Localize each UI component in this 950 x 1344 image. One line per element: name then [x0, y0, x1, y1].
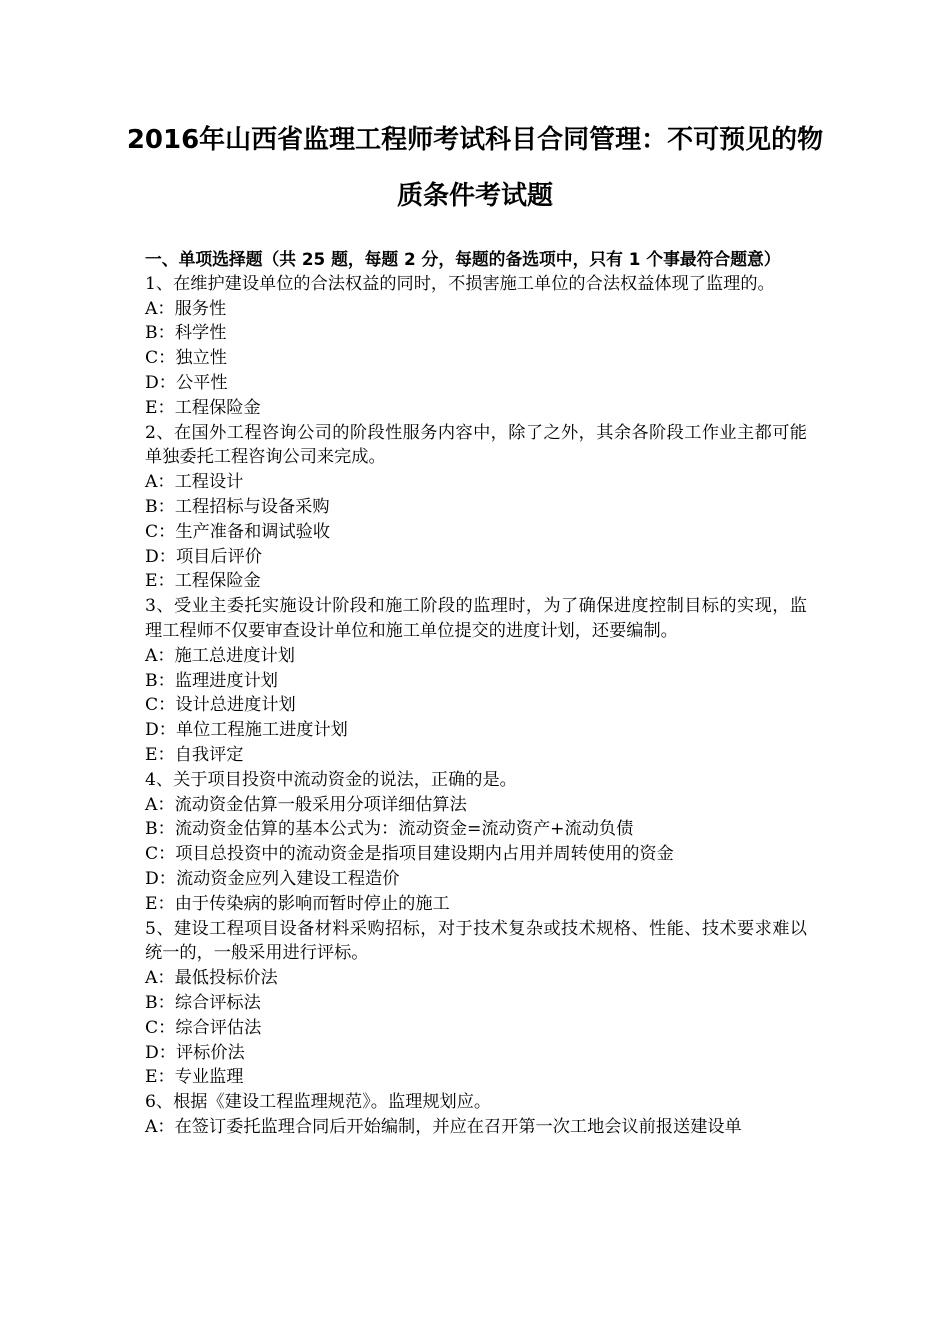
question-1: [145, 272, 807, 421]
option-e: E：由于传染病的影响而暂时停止的施工: [145, 893, 450, 914]
question-4: [145, 768, 807, 917]
option-d: D：公平性: [145, 372, 228, 393]
option-a: A：最低投标价法: [145, 968, 278, 989]
option-c: C：设计总进度计划: [145, 695, 296, 716]
question-3: [145, 594, 807, 768]
option-b: B：监理进度计划: [145, 670, 278, 691]
option-b: B：工程招标与设备采购: [145, 496, 330, 517]
option-d: D：流动资金应列入建设工程造价: [145, 868, 400, 889]
option-b: B：综合评标法: [145, 992, 261, 1013]
question-6: [145, 1090, 807, 1140]
option-a: A：流动资金估算一般采用分项详细估算法: [145, 794, 467, 815]
option-b: B：科学性: [145, 323, 227, 344]
option-e: E：自我评定: [145, 744, 244, 765]
question-stem: 5、建设工程项目设备材料采购招标，对于技术复杂或技术规格、性能、技术要求难以统一的，一般采用进行评标。: [145, 918, 807, 964]
option-e: E：工程保险金: [145, 571, 261, 592]
option-c: C：独立性: [145, 348, 227, 369]
option-a: A：施工总进度计划: [145, 645, 295, 666]
option-c: C：综合评估法: [145, 1017, 262, 1038]
document-title: 2016年山西省监理工程师考试科目合同管理：不可预见的物质条件考试题: [126, 125, 824, 211]
option-a: A：服务性: [145, 298, 227, 319]
question-stem: 1、在维护建设单位的合法权益的同时，不损害施工单位的合法权益体现了监理的。: [145, 273, 775, 294]
option-d: D：单位工程施工进度计划: [145, 720, 348, 741]
option-a: A：工程设计: [145, 472, 244, 493]
section-heading: 一、单项选择题（共 25 题，每题 2 分，每题的备选项中，只有 1 个事最符合题意）: [145, 249, 781, 269]
option-c: C：生产准备和调试验收: [145, 521, 331, 542]
question-stem: 6、根据《建设工程监理规范》。监理规划应。: [145, 1092, 492, 1113]
question-stem: 4、关于项目投资中流动资金的说法，正确的是。: [145, 769, 517, 790]
document-body: [145, 247, 807, 1140]
question-2: [145, 421, 807, 595]
option-e: E：工程保险金: [145, 397, 261, 418]
option-a: A：在签订委托监理合同后开始编制，并应在召开第一次工地会议前报送建设单: [145, 1116, 742, 1137]
option-e: E：专业监理: [145, 1067, 244, 1088]
option-b: B：流动资金估算的基本公式为：流动资金=流动资产+流动负债: [145, 819, 634, 840]
option-c: C：项目总投资中的流动资金是指项目建设期内占用并周转使用的资金: [145, 844, 674, 865]
question-stem: 3、受业主委托实施设计阶段和施工阶段的监理时，为了确保进度控制目标的实现，监理工程师不仅要审查设计单位和施工单位提交的进度计划，还要编制。: [145, 596, 807, 641]
question-5: [145, 917, 807, 1091]
option-d: D：评标价法: [145, 1042, 245, 1063]
option-d: D：项目后评价: [145, 546, 262, 567]
question-stem: 2、在国外工程咨询公司的阶段性服务内容中，除了之外，其余各阶段工作业主都可能单独委托工程咨询公司来完成。: [145, 422, 807, 468]
